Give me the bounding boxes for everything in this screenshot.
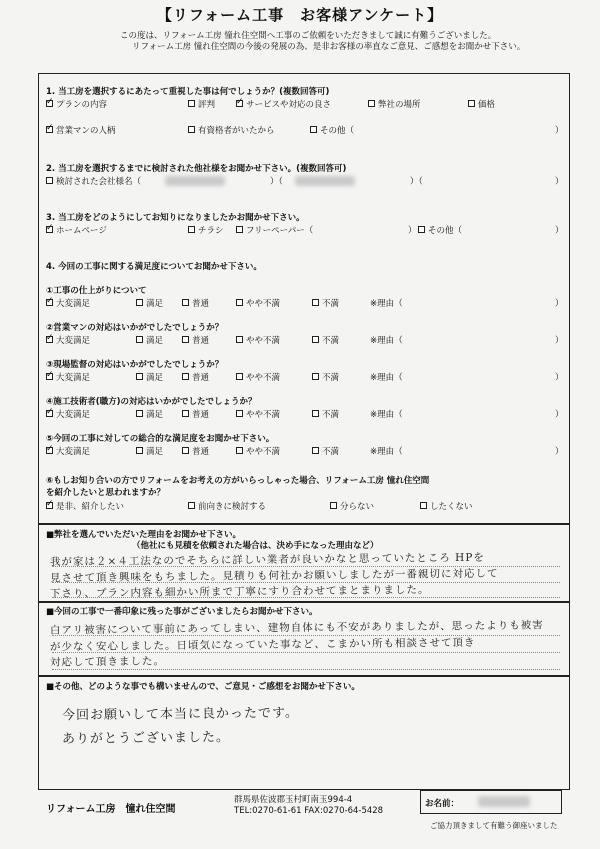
q1-opt-service: サービスや対応の良さ: [246, 100, 332, 110]
q6-definitely-checkbox[interactable]: [46, 502, 53, 509]
q4-item-3-option-checkbox[interactable]: [46, 373, 53, 380]
q4-item-4-option-label: 満足: [146, 410, 164, 420]
q4-heading: 4. 今回の工事に関する満足度についてお聞かせ下さい。: [46, 262, 262, 272]
q6-opt-consider: 前向きに検討する: [198, 502, 267, 512]
reason-handwriting-3: 下さり、プラン内容も細かい所まで丁寧にすり合わせてまとまりました。: [49, 584, 430, 600]
q4-item-4-option-checkbox[interactable]: [236, 410, 243, 417]
q1-other-checkbox[interactable]: [310, 126, 317, 133]
q4-item-4-option-label: 普通: [192, 410, 210, 420]
q2-sep-2: ）（: [410, 177, 423, 187]
q4-item-3-option-label: やや不満: [246, 373, 281, 383]
q1-other-close: ）: [555, 126, 564, 136]
q4-item-4-option-checkbox[interactable]: [136, 410, 143, 417]
q1-opt-location: 弊社の場所: [378, 100, 421, 110]
q4-item-4-option-checkbox[interactable]: [182, 410, 189, 417]
q3-opt-other: その他（: [428, 226, 463, 236]
q3-freepaper-close: ）: [408, 226, 417, 236]
q4-item-5-option-label: ※理由（: [370, 447, 403, 457]
q2-label: 検討された会社様名（: [56, 177, 142, 187]
impression-handwriting-3: 対応して頂きました。: [49, 655, 166, 669]
q4-item-5-option-checkbox[interactable]: [136, 447, 143, 454]
q3-other-close: ）: [555, 226, 564, 236]
q1-salesman-checkbox[interactable]: [46, 126, 53, 133]
q1-reputation-checkbox[interactable]: [188, 100, 195, 107]
q4-item-4-option-label: やや不満: [246, 410, 281, 420]
q3-freepaper-checkbox[interactable]: [236, 226, 243, 233]
q4-item-4-option-label: 大変満足: [56, 410, 91, 420]
q1-service-checkbox[interactable]: [236, 100, 243, 107]
comments-handwriting-2: ありがとうございました。: [61, 730, 231, 747]
footer-address: 群馬県佐波郡玉村町南玉994-4: [234, 795, 353, 805]
q4-item-4-option-checkbox[interactable]: [312, 410, 319, 417]
q4-item-5-option-checkbox[interactable]: [312, 447, 319, 454]
q4-item-2-option-checkbox[interactable]: [236, 336, 243, 343]
q4-item-4-option-checkbox[interactable]: [46, 410, 53, 417]
intro-line-2: リフォーム工房 憧れ住空間の今後の発展の為、是非お客様の率直なご意見、ご感想をお聞かせ下さい。: [132, 42, 526, 52]
redacted-name: [478, 796, 530, 807]
q4-item-label: ④施工技術者(職方)の対応はいかがでしたでしょうか？: [46, 397, 257, 407]
q4-item-2-option-label: 普通: [192, 336, 210, 346]
intro-line-1: この度は、リフォーム工房 憧れ住空間へ工事のご依頼をいただきまして誠に有難うございました。: [120, 31, 497, 41]
q4-item-2-option-checkbox[interactable]: [136, 336, 143, 343]
reason-heading: ■弊社を選んでいただいた理由をお聞かせ下さい。: [46, 530, 242, 540]
footer-company: リフォーム工房 憧れ住空間: [46, 804, 176, 815]
q4-item-1-option-checkbox[interactable]: [182, 299, 189, 306]
q1-heading: 1. 当工房を選択するにあたって重視した事は何でしょうか？(複数回答可): [46, 87, 330, 97]
reason-subheading: （他社にも見積を依頼された場合は、決め手になった理由など）: [132, 541, 379, 551]
q4-item-3-option-label: 満足: [146, 373, 164, 383]
q4-item-2-option-label: 不満: [322, 336, 340, 346]
q1-opt-qualified: 有資格者がいたから: [198, 126, 275, 136]
q4-item-4-reason-close: ）: [555, 410, 564, 420]
redacted-company-2: [295, 176, 355, 186]
q3-opt-freepaper: フリーペーパー（: [246, 226, 314, 236]
reason-handwriting-1: 我が家は２×４工法なのでそちらに詳しい業者が良いかなと思っていたところ HPを: [49, 551, 485, 569]
q4-item-5-option-label: 大変満足: [56, 447, 91, 457]
q4-item-5-option-label: 満足: [146, 447, 164, 457]
questionnaire-box: [38, 73, 570, 525]
q4-item-2-option-label: やや不満: [246, 336, 281, 346]
q4-item-label: ②営業マンの対応はいかがでしたでしょうか？: [46, 323, 224, 333]
q4-item-4-option-label: 不満: [322, 410, 340, 420]
q4-item-2-option-checkbox[interactable]: [312, 336, 319, 343]
q3-flyer-checkbox[interactable]: [188, 226, 195, 233]
q4-item-3-option-label: 大変満足: [56, 373, 91, 383]
q6-opt-no: したくない: [430, 502, 473, 512]
q4-item-5-option-checkbox[interactable]: [182, 447, 189, 454]
q2-sep-1: ）（: [270, 177, 283, 187]
q4-item-5-option-checkbox[interactable]: [236, 447, 243, 454]
q4-item-2-option-label: 大変満足: [56, 336, 91, 346]
q1-plan-checkbox[interactable]: [46, 100, 53, 107]
q4-item-label: ①工事の仕上がりについて: [46, 286, 147, 296]
q4-item-3-option-checkbox[interactable]: [136, 373, 143, 380]
q4-item-1-option-label: やや不満: [246, 299, 281, 309]
q4-item-1-option-checkbox[interactable]: [312, 299, 319, 306]
q1-opt-plan: プランの内容: [56, 100, 108, 110]
q4-item-3-option-checkbox[interactable]: [182, 373, 189, 380]
q4-item-3-option-checkbox[interactable]: [236, 373, 243, 380]
q4-item-3-reason-close: ）: [555, 373, 564, 383]
reason-handwriting-2: 見させて頂き興味をもちました。見積りも何社かお願いしましたが一番親切に対応して: [49, 567, 499, 585]
q4-item-1-option-checkbox[interactable]: [136, 299, 143, 306]
q4-item-2-option-label: 満足: [146, 336, 164, 346]
q4-item-3-option-label: 不満: [322, 373, 340, 383]
q4-item-label: ③現場監督の対応はいかがでしたでしょうか？: [46, 360, 224, 370]
q2-close: ）: [555, 177, 564, 187]
impression-handwriting-1: 白アリ被害について事前にあってしまい、建物自体にも不安がありましたが、思ったよりも被害: [49, 619, 544, 637]
q6-opt-unsure: 分らない: [340, 502, 375, 512]
q1-opt-other: その他（: [320, 126, 355, 136]
q4-item-5-option-checkbox[interactable]: [46, 447, 53, 454]
redacted-company-1: [165, 176, 225, 186]
q3-homepage-checkbox[interactable]: [46, 226, 53, 233]
q4-item-1-option-label: 満足: [146, 299, 164, 309]
q3-heading: 3. 当工房をどのようにしてお知りになりましたかお聞かせ下さい。: [46, 213, 305, 223]
q4-item-5-reason-close: ）: [555, 447, 564, 457]
impression-handwriting-2: が少なく安心しました。日頃気になっていた事など、こまかい所も相談させて頂き: [49, 636, 476, 654]
q1-opt-reputation: 評判: [198, 100, 216, 110]
comments-handwriting-1: 今回お願いして本当に良かったです。: [61, 705, 300, 724]
q2-heading: 2. 当工房を選択するまでに検討された他社様をお聞かせ下さい。(複数回答可): [46, 164, 347, 174]
q6-consider-checkbox[interactable]: [188, 502, 195, 509]
q1-location-checkbox[interactable]: [368, 100, 375, 107]
q4-item-3-option-label: 普通: [192, 373, 210, 383]
q3-opt-homepage: ホームページ: [56, 226, 107, 236]
q4-item-label: ⑤今回の工事に対しての総合的な満足度をお聞かせ下さい。: [46, 434, 275, 444]
q1-qualified-checkbox[interactable]: [188, 126, 195, 133]
page-title: 【リフォーム工事 お客様アンケート】: [156, 6, 444, 24]
q6-line-2: を紹介したいと思われますか？: [46, 488, 166, 498]
comments-heading: ■その他、どのような事でも構いませんので、ご意見・ご感想をお聞かせ下さい。: [46, 682, 360, 692]
q4-item-5-option-label: 不満: [322, 447, 340, 457]
footer-thanks: ご協力頂きまして有難う御座いました: [430, 821, 558, 830]
q6-line-1: ⑥もしお知り合いの方でリフォームをお考えの方がいらっしゃった場合、リフォーム工房 憧れ住空間: [46, 476, 430, 486]
q4-item-1-option-label: 普通: [192, 299, 210, 309]
q3-opt-flyer: チラシ: [198, 226, 224, 236]
q1-price-checkbox[interactable]: [468, 100, 475, 107]
q2-checkbox[interactable]: [46, 177, 53, 184]
q4-item-2-option-checkbox[interactable]: [182, 336, 189, 343]
q1-opt-salesman: 営業マンの人柄: [56, 126, 116, 136]
q6-unsure-checkbox[interactable]: [330, 502, 337, 509]
q4-item-2-option-label: ※理由（: [370, 336, 403, 346]
q4-item-3-option-label: ※理由（: [370, 373, 403, 383]
q4-item-5-option-label: 普通: [192, 447, 210, 457]
q3-other-checkbox[interactable]: [418, 226, 425, 233]
q4-item-1-option-checkbox[interactable]: [236, 299, 243, 306]
q4-item-2-option-checkbox[interactable]: [46, 336, 53, 343]
impression-heading: ■今回の工事で一番印象に残った事がございましたらお聞かせ下さい。: [46, 607, 318, 617]
q4-item-4-option-label: ※理由（: [370, 410, 403, 420]
q1-opt-price: 価格: [478, 100, 496, 110]
q6-opt-definitely: 是非、紹介したい: [56, 502, 125, 512]
q4-item-1-option-label: ※理由（: [370, 299, 403, 309]
name-label: お名前：: [425, 799, 460, 809]
footer-contact: TEL:0270-61-61 FAX:0270-64-5428: [234, 806, 384, 816]
q4-item-1-option-checkbox[interactable]: [46, 299, 53, 306]
q4-item-1-reason-close: ）: [555, 299, 564, 309]
q6-no-checkbox[interactable]: [420, 502, 427, 509]
q4-item-3-option-checkbox[interactable]: [312, 373, 319, 380]
q4-item-5-option-label: やや不満: [246, 447, 281, 457]
q4-item-1-option-label: 大変満足: [56, 299, 91, 309]
q4-item-2-reason-close: ）: [555, 336, 564, 346]
q4-item-1-option-label: 不満: [322, 299, 340, 309]
